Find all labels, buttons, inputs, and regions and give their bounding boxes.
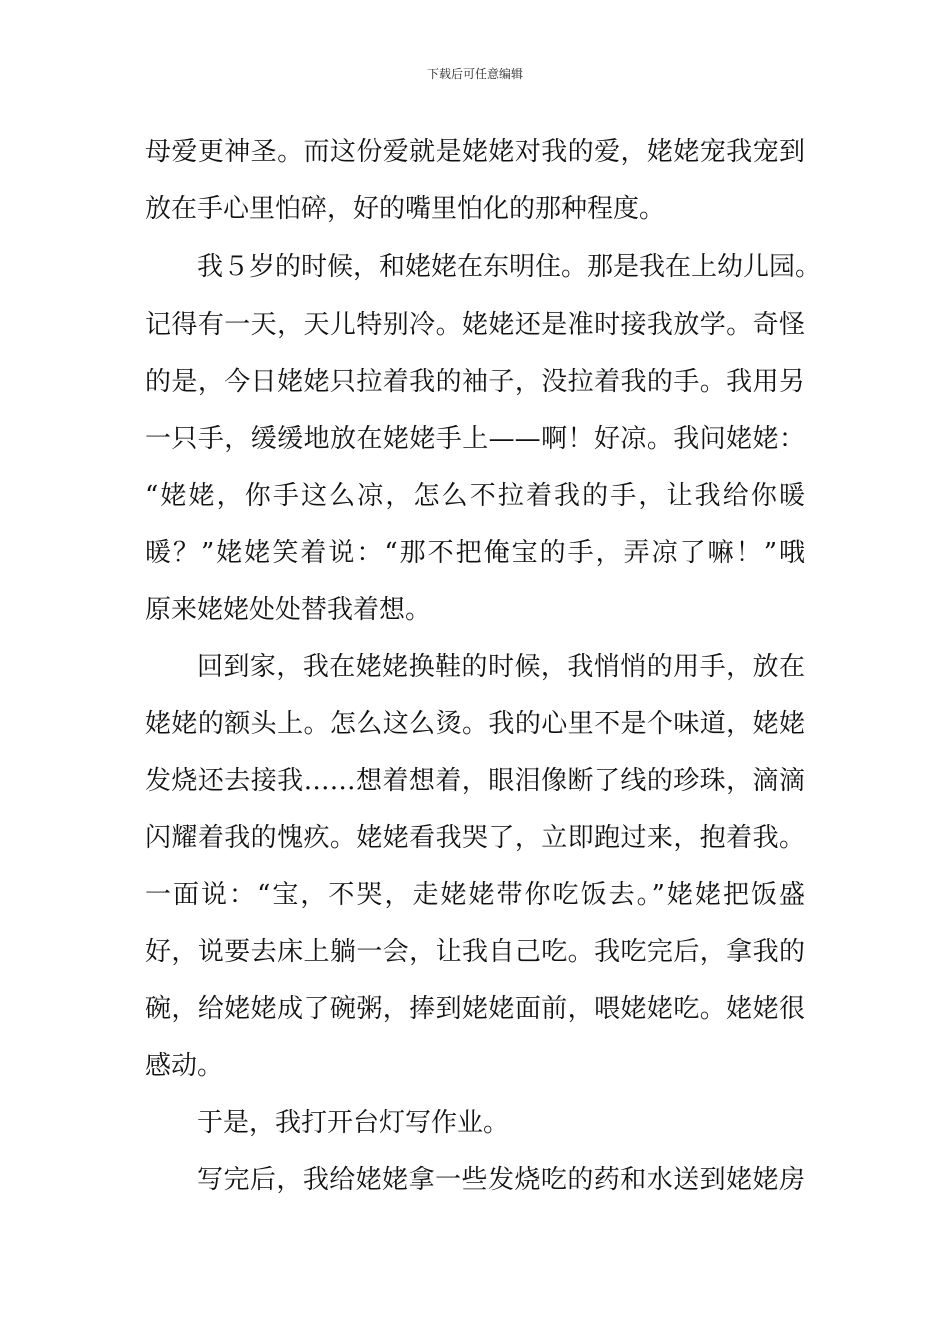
text-line: 放在手心里怕碎，好的嘴里怕化的那种程度。 [145, 194, 666, 224]
text-line: 记得有一天，天儿特别冷。姥姥还是准时接我放学。奇怪 [145, 310, 805, 340]
text-line: “姥姥，你手这么凉，怎么不拉着我的手，让我给你暖 [145, 481, 805, 511]
text-line: 碗，给姥姥成了碗粥，捧到姥姥面前，喂姥姥吃。姥姥很 [145, 994, 805, 1024]
text-line: 回到家，我在姥姥换鞋的时候，我悄悄的用手，放在 [197, 652, 805, 682]
text-line: 母爱更神圣。而这份爱就是姥姥对我的爱，姥姥宠我宠到 [145, 137, 805, 167]
text-line: 暖？”姥姥笑着说：“那不把俺宝的手，弄凉了嘛！”哦 [145, 538, 805, 568]
text-line: 姥姥的额头上。怎么这么烫。我的心里不是个味道，姥姥 [145, 709, 805, 739]
text-line: 写完后，我给姥姥拿一些发烧吃的药和水送到姥姥房 [197, 1165, 805, 1195]
text-line: 一只手，缓缓地放在姥姥手上——啊！好凉。我问姥姥： [145, 424, 805, 454]
text-line: 的是，今日姥姥只拉着我的袖子，没拉着我的手。我用另 [145, 367, 805, 397]
text-line: 原来姥姥处处替我着想。 [145, 595, 432, 625]
text-line: 发烧还去接我……想着想着，眼泪像断了线的珍珠，滴滴 [145, 766, 805, 796]
text-line: 于是，我打开台灯写作业。 [197, 1108, 510, 1138]
text-line: 闪耀着我的愧疚。姥姥看我哭了，立即跑过来，抱着我。 [145, 823, 805, 853]
text-line: 好，说要去床上躺一会，让我自己吃。我吃完后，拿我的 [145, 937, 805, 967]
text-line: 我５岁的时候，和姥姥在东明住。那是我在上幼儿园。 [197, 252, 822, 282]
text-line: 感动。 [145, 1051, 224, 1081]
page-header: 下载后可任意编辑 [426, 67, 523, 81]
text-line: 一面说：“宝，不哭，走姥姥带你吃饭去。”姥姥把饭盛 [145, 880, 805, 910]
